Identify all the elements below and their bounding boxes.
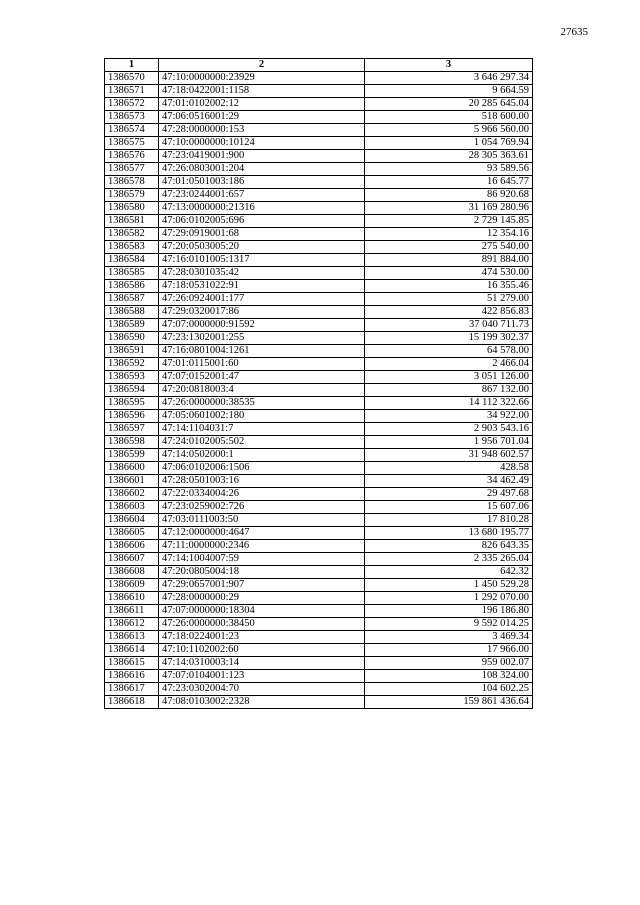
amount-cell: 275 540.00 [365, 241, 533, 254]
table-row [105, 358, 533, 371]
cadastral-number-cell: 47:06:0102006:1506 [159, 462, 365, 475]
amount-cell: 51 279.00 [365, 293, 533, 306]
amount-cell: 28 305 363.61 [365, 150, 533, 163]
cadastral-number-cell: 47:07:0000000:18304 [159, 605, 365, 618]
table-row [105, 462, 533, 475]
table-row [105, 683, 533, 696]
amount-cell: 108 324.00 [365, 670, 533, 683]
cadastral-number-cell: 47:12:0000000:4647 [159, 527, 365, 540]
row-number-cell: 1386611 [105, 605, 159, 618]
table-row [105, 605, 533, 618]
row-number-cell: 1386597 [105, 423, 159, 436]
table-row [105, 124, 533, 137]
table-row [105, 449, 533, 462]
row-number-cell: 1386588 [105, 306, 159, 319]
cadastral-number-cell: 47:29:0657001:907 [159, 579, 365, 592]
amount-cell: 2 903 543.16 [365, 423, 533, 436]
row-number-cell: 1386610 [105, 592, 159, 605]
table-row [105, 163, 533, 176]
table-row [105, 410, 533, 423]
row-number-cell: 1386609 [105, 579, 159, 592]
table-row [105, 319, 533, 332]
table-row [105, 540, 533, 553]
table-row [105, 215, 533, 228]
table-row [105, 228, 533, 241]
row-number-cell: 1386582 [105, 228, 159, 241]
table-row [105, 514, 533, 527]
row-number-cell: 1386571 [105, 85, 159, 98]
row-number-cell: 1386576 [105, 150, 159, 163]
row-number-cell: 1386605 [105, 527, 159, 540]
table-row [105, 202, 533, 215]
cadastral-number-cell: 47:13:0000000:21316 [159, 202, 365, 215]
cadastral-number-cell: 47:23:0419001:900 [159, 150, 365, 163]
cadastral-number-cell: 47:23:0244001:657 [159, 189, 365, 202]
amount-cell: 15 607.06 [365, 501, 533, 514]
table-row [105, 371, 533, 384]
cadastral-number-cell: 47:28:0301035:42 [159, 267, 365, 280]
amount-cell: 93 589.56 [365, 163, 533, 176]
cadastral-number-cell: 47:01:0102002:12 [159, 98, 365, 111]
row-number-cell: 1386579 [105, 189, 159, 202]
amount-cell: 29 497.68 [365, 488, 533, 501]
table-row [105, 488, 533, 501]
cadastral-number-cell: 47:23:0302004:70 [159, 683, 365, 696]
amount-cell: 642.32 [365, 566, 533, 579]
cadastral-number-cell: 47:26:0000000:38535 [159, 397, 365, 410]
row-number-cell: 1386570 [105, 72, 159, 85]
row-number-cell: 1386614 [105, 644, 159, 657]
amount-cell: 959 002.07 [365, 657, 533, 670]
amount-cell: 17 810.28 [365, 514, 533, 527]
table-row [105, 332, 533, 345]
row-number-cell: 1386618 [105, 696, 159, 709]
cadastral-number-cell: 47:14:0310003:14 [159, 657, 365, 670]
page-number: 27635 [560, 26, 588, 38]
amount-cell: 86 920.68 [365, 189, 533, 202]
amount-cell: 5 966 560.00 [365, 124, 533, 137]
row-number-cell: 1386585 [105, 267, 159, 280]
table-row [105, 527, 533, 540]
amount-cell: 12 354.16 [365, 228, 533, 241]
amount-cell: 13 680 195.77 [365, 527, 533, 540]
amount-cell: 37 040 711.73 [365, 319, 533, 332]
row-number-cell: 1386573 [105, 111, 159, 124]
amount-cell: 1 956 701.04 [365, 436, 533, 449]
table-row [105, 111, 533, 124]
cadastral-number-cell: 47:23:1302001:255 [159, 332, 365, 345]
cadastral-number-cell: 47:29:0919001:68 [159, 228, 365, 241]
cadastral-number-cell: 47:06:0102005:696 [159, 215, 365, 228]
row-number-cell: 1386586 [105, 280, 159, 293]
row-number-cell: 1386580 [105, 202, 159, 215]
cadastral-number-cell: 47:18:0422001:1158 [159, 85, 365, 98]
row-number-cell: 1386578 [105, 176, 159, 189]
cadastral-number-cell: 47:07:0000000:91592 [159, 319, 365, 332]
row-number-cell: 1386604 [105, 514, 159, 527]
amount-cell: 196 186.80 [365, 605, 533, 618]
row-number-cell: 1386589 [105, 319, 159, 332]
amount-cell: 20 285 645.04 [365, 98, 533, 111]
table-row [105, 397, 533, 410]
row-number-cell: 1386591 [105, 345, 159, 358]
amount-cell: 826 643.35 [365, 540, 533, 553]
cadastral-number-cell: 47:18:0224001:23 [159, 631, 365, 644]
cadastral-number-cell: 47:10:0000000:10124 [159, 137, 365, 150]
table-row [105, 618, 533, 631]
row-number-cell: 1386584 [105, 254, 159, 267]
table-row [105, 592, 533, 605]
amount-cell: 17 966.00 [365, 644, 533, 657]
cadastral-number-cell: 47:23:0259002:726 [159, 501, 365, 514]
table-row [105, 436, 533, 449]
row-number-cell: 1386592 [105, 358, 159, 371]
cadastral-number-cell: 47:18:0531022:91 [159, 280, 365, 293]
row-number-cell: 1386608 [105, 566, 159, 579]
row-number-cell: 1386596 [105, 410, 159, 423]
cadastral-number-cell: 47:26:0000000:38450 [159, 618, 365, 631]
table-row [105, 345, 533, 358]
amount-cell: 1 054 769.94 [365, 137, 533, 150]
row-number-cell: 1386575 [105, 137, 159, 150]
table-row [105, 657, 533, 670]
column-header: 1 [105, 59, 159, 72]
row-number-cell: 1386612 [105, 618, 159, 631]
row-number-cell: 1386613 [105, 631, 159, 644]
cadastral-number-cell: 47:10:0000000:23929 [159, 72, 365, 85]
row-number-cell: 1386606 [105, 540, 159, 553]
row-number-cell: 1386615 [105, 657, 159, 670]
amount-cell: 3 646 297.34 [365, 72, 533, 85]
data-table [104, 58, 533, 709]
amount-cell: 104 602.25 [365, 683, 533, 696]
amount-cell: 422 856.83 [365, 306, 533, 319]
table-row [105, 501, 533, 514]
row-number-cell: 1386594 [105, 384, 159, 397]
amount-cell: 2 466.04 [365, 358, 533, 371]
cadastral-number-cell: 47:05:0601002:180 [159, 410, 365, 423]
cadastral-number-cell: 47:01:0115001:60 [159, 358, 365, 371]
cadastral-number-cell: 47:07:0104001:123 [159, 670, 365, 683]
table-row [105, 280, 533, 293]
cadastral-number-cell: 47:03:0111003:50 [159, 514, 365, 527]
amount-cell: 64 578.00 [365, 345, 533, 358]
table-row [105, 72, 533, 85]
row-number-cell: 1386574 [105, 124, 159, 137]
table-row [105, 254, 533, 267]
amount-cell: 474 530.00 [365, 267, 533, 280]
amount-cell: 9 664.59 [365, 85, 533, 98]
table-row [105, 241, 533, 254]
cadastral-number-cell: 47:28:0000000:29 [159, 592, 365, 605]
table-row [105, 384, 533, 397]
table-row [105, 644, 533, 657]
amount-cell: 891 884.00 [365, 254, 533, 267]
cadastral-number-cell: 47:28:0501003:16 [159, 475, 365, 488]
table-row [105, 579, 533, 592]
cadastral-number-cell: 47:01:0501003:186 [159, 176, 365, 189]
cadastral-number-cell: 47:24:0102005:502 [159, 436, 365, 449]
row-number-cell: 1386602 [105, 488, 159, 501]
table-row [105, 267, 533, 280]
table-row [105, 137, 533, 150]
cadastral-number-cell: 47:22:0334004:26 [159, 488, 365, 501]
row-number-cell: 1386601 [105, 475, 159, 488]
amount-cell: 16 355.46 [365, 280, 533, 293]
table-row [105, 423, 533, 436]
table-row [105, 85, 533, 98]
row-number-cell: 1386572 [105, 98, 159, 111]
cadastral-number-cell: 47:26:0924001:177 [159, 293, 365, 306]
amount-cell: 9 592 014.25 [365, 618, 533, 631]
cadastral-number-cell: 47:16:0101005:1317 [159, 254, 365, 267]
table-header-row [105, 59, 533, 72]
row-number-cell: 1386593 [105, 371, 159, 384]
table-row [105, 696, 533, 709]
cadastral-number-cell: 47:16:0801004:1261 [159, 345, 365, 358]
row-number-cell: 1386581 [105, 215, 159, 228]
row-number-cell: 1386603 [105, 501, 159, 514]
cadastral-number-cell: 47:26:0803001:204 [159, 163, 365, 176]
table-row [105, 670, 533, 683]
cadastral-number-cell: 47:11:0000000:2346 [159, 540, 365, 553]
amount-cell: 31 169 280.96 [365, 202, 533, 215]
row-number-cell: 1386600 [105, 462, 159, 475]
cadastral-number-cell: 47:06:0516001:29 [159, 111, 365, 124]
column-header: 2 [159, 59, 365, 72]
amount-cell: 14 112 322.66 [365, 397, 533, 410]
amount-cell: 428.58 [365, 462, 533, 475]
row-number-cell: 1386595 [105, 397, 159, 410]
amount-cell: 31 948 602.57 [365, 449, 533, 462]
cadastral-number-cell: 47:20:0818003:4 [159, 384, 365, 397]
column-header: 3 [365, 59, 533, 72]
amount-cell: 15 199 302.37 [365, 332, 533, 345]
cadastral-number-cell: 47:14:1104031:7 [159, 423, 365, 436]
amount-cell: 2 729 145.85 [365, 215, 533, 228]
row-number-cell: 1386587 [105, 293, 159, 306]
cadastral-number-cell: 47:14:1004007:59 [159, 553, 365, 566]
amount-cell: 16 645.77 [365, 176, 533, 189]
amount-cell: 518 600.00 [365, 111, 533, 124]
row-number-cell: 1386616 [105, 670, 159, 683]
table-row [105, 98, 533, 111]
row-number-cell: 1386617 [105, 683, 159, 696]
amount-cell: 3 051 126.00 [365, 371, 533, 384]
table-row [105, 566, 533, 579]
table-row [105, 176, 533, 189]
table-row [105, 293, 533, 306]
amount-cell: 867 132.00 [365, 384, 533, 397]
table-row [105, 553, 533, 566]
row-number-cell: 1386583 [105, 241, 159, 254]
table-row [105, 189, 533, 202]
cadastral-number-cell: 47:10:1102002:60 [159, 644, 365, 657]
row-number-cell: 1386598 [105, 436, 159, 449]
amount-cell: 1 450 529.28 [365, 579, 533, 592]
cadastral-number-cell: 47:20:0503005:20 [159, 241, 365, 254]
row-number-cell: 1386599 [105, 449, 159, 462]
table-row [105, 306, 533, 319]
amount-cell: 159 861 436.64 [365, 696, 533, 709]
row-number-cell: 1386607 [105, 553, 159, 566]
amount-cell: 1 292 070.00 [365, 592, 533, 605]
row-number-cell: 1386577 [105, 163, 159, 176]
cadastral-number-cell: 47:28:0000000:153 [159, 124, 365, 137]
row-number-cell: 1386590 [105, 332, 159, 345]
cadastral-number-cell: 47:14:0502000:1 [159, 449, 365, 462]
table-row [105, 150, 533, 163]
table-row [105, 631, 533, 644]
amount-cell: 34 922.00 [365, 410, 533, 423]
cadastral-number-cell: 47:20:0805004:18 [159, 566, 365, 579]
amount-cell: 34 462.49 [365, 475, 533, 488]
table-row [105, 475, 533, 488]
amount-cell: 2 335 265.04 [365, 553, 533, 566]
cadastral-number-cell: 47:07:0152001:47 [159, 371, 365, 384]
cadastral-number-cell: 47:29:0320017:86 [159, 306, 365, 319]
amount-cell: 3 469.34 [365, 631, 533, 644]
cadastral-number-cell: 47:08:0103002:2328 [159, 696, 365, 709]
